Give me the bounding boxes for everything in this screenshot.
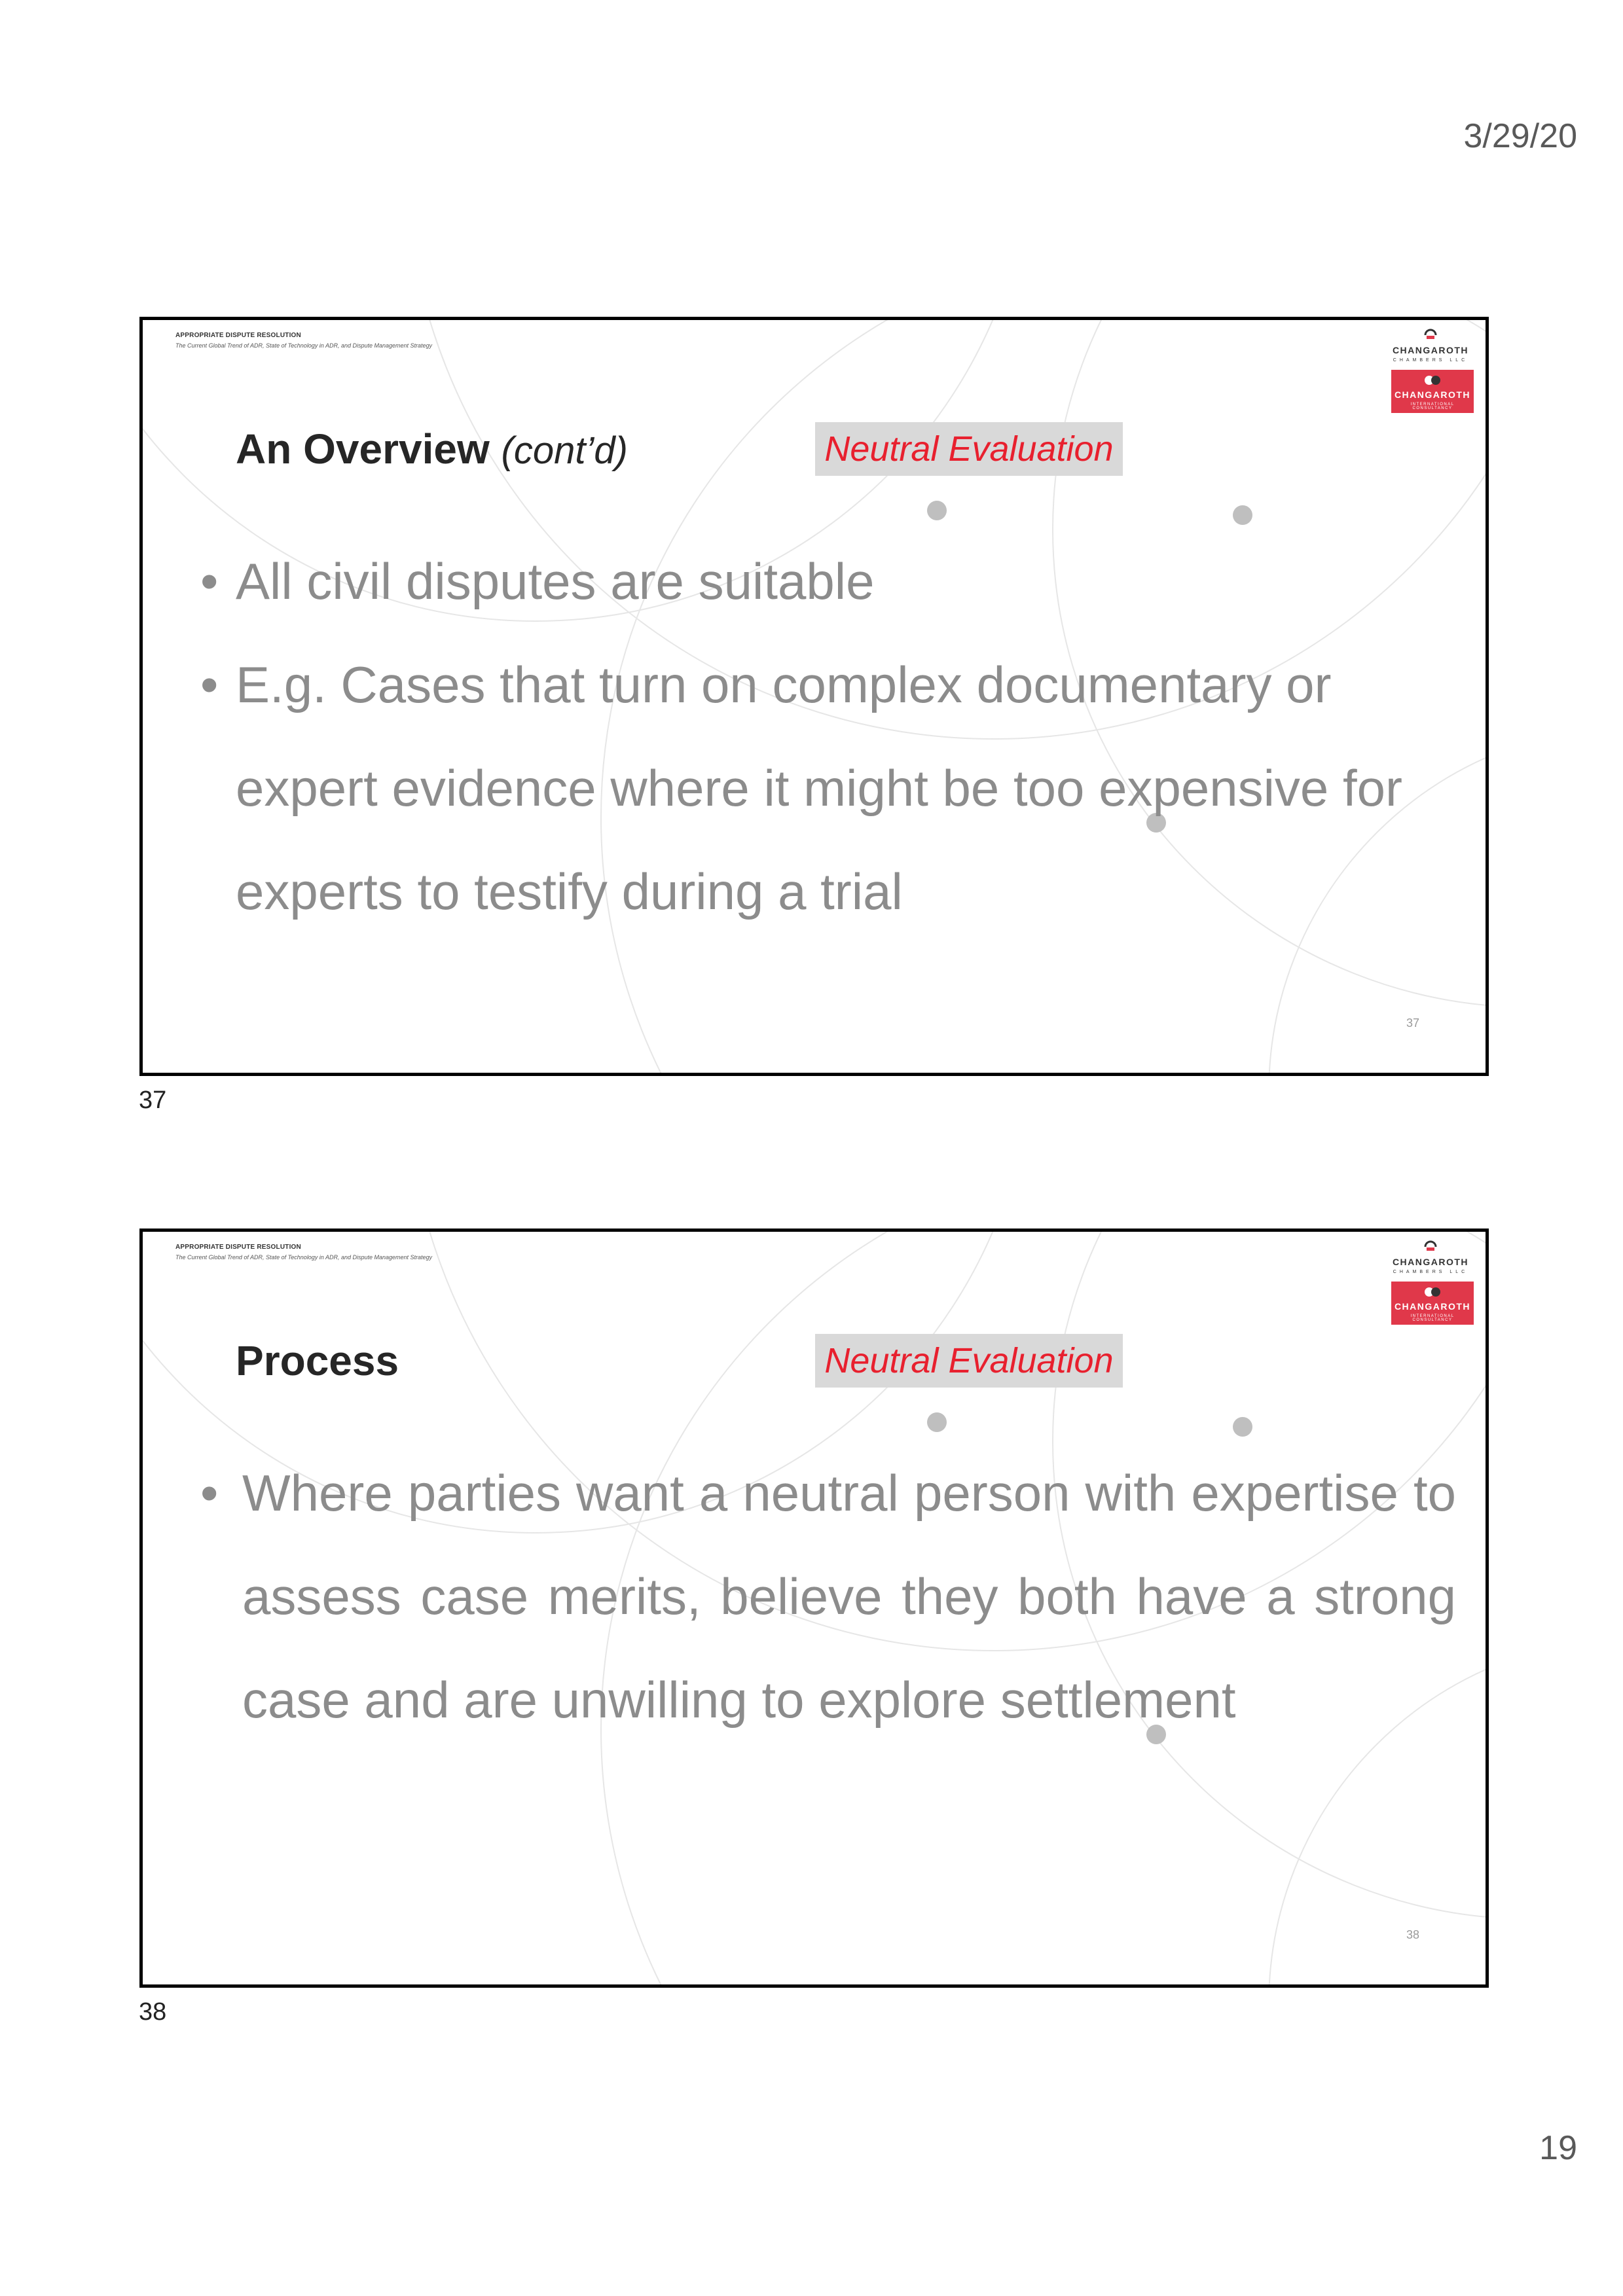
logo-mark-icon bbox=[1423, 328, 1438, 342]
logo-name: CHANGAROTH bbox=[1392, 345, 1469, 355]
slide-heading bbox=[236, 1336, 399, 1385]
heading-text: An Overview bbox=[236, 425, 490, 473]
slide-number: 38 bbox=[1406, 1928, 1420, 1941]
changaroth-logo bbox=[1387, 1237, 1474, 1329]
logo-name: CHANGAROTH bbox=[1392, 1257, 1469, 1267]
header-subtitle: The Current Global Trend of ADR, State of Technology in ADR, and Dispute Management Strategy bbox=[175, 342, 433, 349]
slide-thumbnail bbox=[139, 317, 1489, 1076]
bullet-list bbox=[200, 1441, 1456, 1751]
header-title: APPROPRIATE DISPUTE RESOLUTION bbox=[175, 332, 301, 339]
bullet-list bbox=[200, 529, 1438, 943]
header-subtitle: The Current Global Trend of ADR, State of Technology in ADR, and Dispute Management Strategy bbox=[175, 1254, 433, 1261]
logo-subname: INTERNATIONAL CONSULTANCY bbox=[1410, 403, 1455, 410]
topic-tag: Neutral Evaluation bbox=[815, 1334, 1123, 1388]
header-title: APPROPRIATE DISPUTE RESOLUTION bbox=[175, 1244, 301, 1251]
logo-mark-icon bbox=[1423, 1285, 1442, 1299]
bullet-item: • E.g. Cases that turn on complex documentary or expert evidence where it might be too expensive for experts to testify during a trial bbox=[200, 633, 1438, 943]
page-number: 19 bbox=[1539, 2129, 1577, 2167]
topic-tag: Neutral Evaluation bbox=[815, 422, 1123, 476]
slide-number: 37 bbox=[1406, 1016, 1420, 1030]
logo-mark-icon bbox=[1423, 374, 1442, 387]
logo-name: CHANGAROTH bbox=[1394, 1301, 1471, 1312]
bullet-item: • Where parties want a neutral person with expertise to assess case merits, believe they both have a strong case and are unwilling to explore settlement bbox=[200, 1441, 1456, 1751]
logo-subname: CHAMBERS LLC bbox=[1393, 358, 1468, 363]
slide-caption: 38 bbox=[139, 1998, 167, 2026]
logo-red-block bbox=[1391, 1282, 1474, 1325]
slide-thumbnail bbox=[139, 1229, 1489, 1988]
slide-caption: 37 bbox=[139, 1086, 167, 1114]
logo-mark-icon bbox=[1423, 1240, 1438, 1254]
logo-subname: INTERNATIONAL CONSULTANCY bbox=[1410, 1314, 1455, 1322]
slide-heading bbox=[236, 425, 628, 473]
logo-name: CHANGAROTH bbox=[1394, 389, 1471, 400]
logo-red-block bbox=[1391, 370, 1474, 413]
page-date: 3/29/20 bbox=[1463, 117, 1577, 155]
bullet-item: • All civil disputes are suitable bbox=[200, 529, 1438, 633]
logo-subname: CHAMBERS LLC bbox=[1393, 1270, 1468, 1274]
heading-suffix: (cont’d) bbox=[501, 429, 628, 472]
heading-text: Process bbox=[236, 1337, 399, 1384]
changaroth-logo bbox=[1387, 325, 1474, 417]
